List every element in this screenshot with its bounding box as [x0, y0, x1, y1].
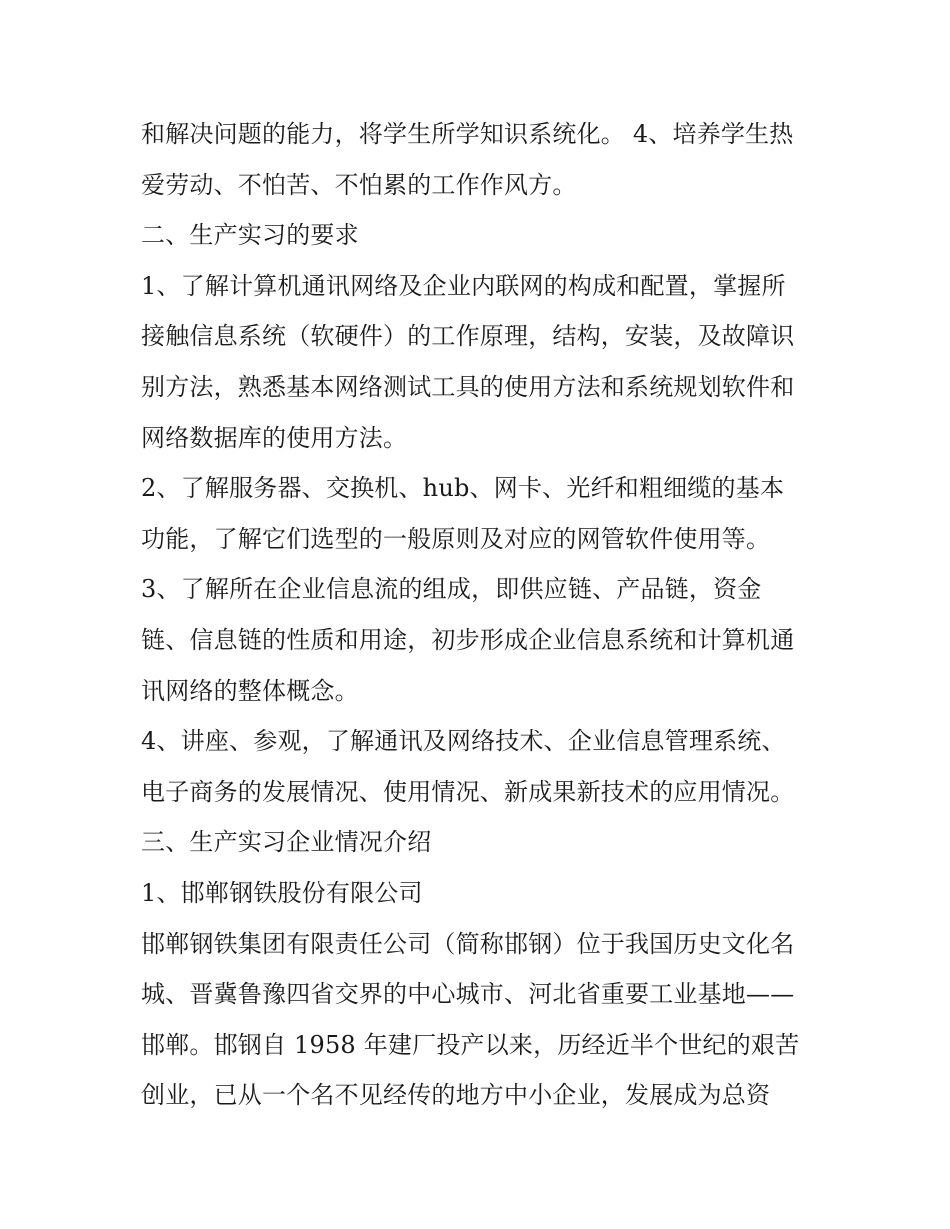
text-line: 邯郸钢铁集团有限责任公司（简称邯钢）位于我国历史文化名	[141, 929, 795, 958]
text-line: 3、了解所在企业信息流的组成，即供应链、产品链，资金	[141, 575, 762, 604]
text-line: 4、讲座、参观，了解通讯及网络技术、企业信息管理系统、	[141, 727, 786, 756]
text-line: 邯郸。邯钢自 1958 年建厂投产以来，历经近半个世纪的艰苦	[141, 1030, 800, 1059]
text-line: 1、了解计算机通讯网络及企业内联网的构成和配置，掌握所	[141, 271, 786, 300]
text-line: 爱劳动、不怕苦、不怕累的工作作风方。	[141, 170, 577, 199]
text-line: 和解决问题的能力，将学生所学知识系统化。 4、培养学生热	[141, 120, 794, 148]
text-line: 链、信息链的性质和用途，初步形成企业信息系统和计算机通	[141, 625, 795, 654]
text-line: 城、晋冀鲁豫四省交界的中心城市、河北省重要工业基地——	[141, 980, 795, 1009]
section-heading: 二、生产实习的要求	[141, 221, 359, 250]
subsection-heading: 1、邯郸钢铁股份有限公司	[141, 878, 423, 907]
text-line: 讯网络的整体概念。	[141, 676, 359, 705]
document-body	[141, 109, 821, 1121]
text-line: 接触信息系统（软硬件）的工作原理，结构，安装，及故障识	[141, 322, 795, 351]
text-line: 功能，了解它们选型的一般原则及对应的网管软件使用等。	[141, 524, 771, 553]
section-heading: 三、生产实习企业情况介绍	[141, 828, 432, 857]
text-line: 别方法，熟悉基本网络测试工具的使用方法和系统规划软件和	[141, 372, 795, 401]
text-line: 网络数据库的使用方法。	[141, 423, 408, 452]
text-line: 电子商务的发展情况、使用情况、新成果新技术的应用情况。	[141, 777, 795, 806]
text-line: 2、了解服务器、交换机、hub、网卡、光纤和粗细缆的基本	[141, 474, 785, 503]
text-line: 创业，已从一个名不见经传的地方中小企业，发展成为总资	[141, 1081, 771, 1110]
